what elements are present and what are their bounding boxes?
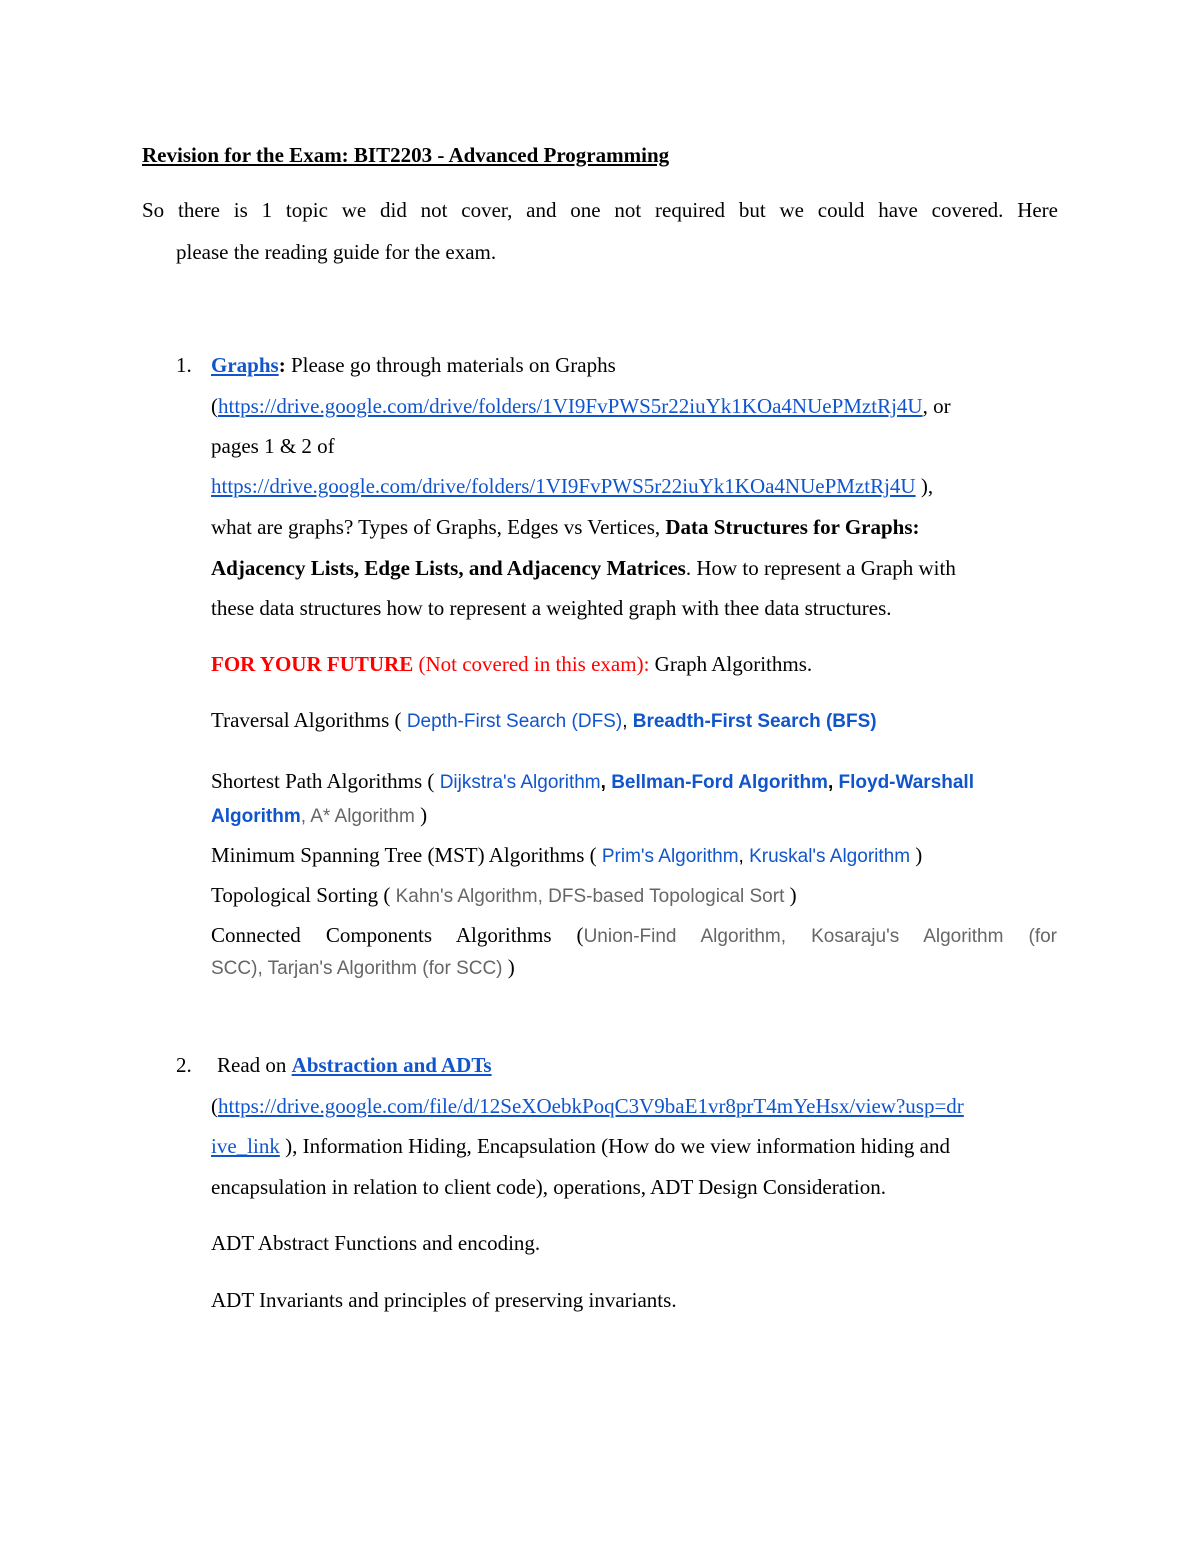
- item2-line-2: [211, 1094, 964, 1119]
- shortest-sep-2: ,: [827, 772, 839, 793]
- item2-line-4: encapsulation in relation to client code), operations, ADT Design Consideration.: [211, 1175, 886, 1199]
- cc-close: ): [507, 955, 515, 979]
- mst-label: Minimum Spanning Tree (MST) Algorithms (: [211, 843, 602, 867]
- item2-open-paren: (: [211, 1094, 218, 1118]
- traversal-label: Traversal Algorithms (: [211, 708, 407, 732]
- mst-close: ): [910, 843, 923, 867]
- open-paren: (: [211, 394, 218, 418]
- item2-line-1: [217, 1053, 492, 1078]
- item2-line-3: [211, 1134, 950, 1159]
- future-note: (Not covered in this exam):: [413, 652, 650, 676]
- floyd-warshall-text: Floyd-Warshall: [838, 772, 974, 793]
- abstraction-adts-link[interactable]: Abstraction and ADTs: [291, 1053, 492, 1077]
- dfs-text: Depth-First Search (DFS): [406, 711, 623, 732]
- item1-line-5: [211, 515, 920, 540]
- after-ds-text: . How to represent a Graph with: [685, 556, 956, 580]
- item2-after-link: ), Information Hiding, Encapsulation (How do we view information hiding and: [279, 1134, 950, 1158]
- after-link-2: ),: [915, 474, 934, 498]
- graphs-intro-text: Please go through materials on Graphs: [285, 353, 616, 377]
- graphs-colon: :: [278, 353, 286, 377]
- graphs-drive-link-1[interactable]: https://drive.google.com/drive/folders/1VI9FvPWS5r22iuYk1KOa4NUePMztRj4U: [218, 394, 923, 418]
- graphs-link[interactable]: Graphs: [211, 353, 279, 377]
- item1-line-7: these data structures how to represent a weighted graph with thee data structures.: [211, 596, 892, 620]
- item1-line-1: [211, 353, 616, 378]
- graphs-drive-link-2[interactable]: https://drive.google.com/drive/folders/1VI9FvPWS5r22iuYk1KOa4NUePMztRj4U: [211, 474, 916, 498]
- traversal-sep: ,: [622, 711, 633, 732]
- bfs-text: Breadth-First Search (BFS): [632, 711, 877, 732]
- cc-items-1: Union-Find Algorithm, Kosaraju's Algorithm (for: [583, 926, 1058, 947]
- item1-line-2: [211, 394, 951, 419]
- shortest-sep-1: ,: [600, 772, 612, 793]
- what-are-graphs-text: what are graphs? Types of Graphs, Edges vs Vertices,: [211, 515, 666, 539]
- topo-label: Topological Sorting (: [211, 883, 396, 907]
- list-number-2: 2.: [176, 1053, 192, 1077]
- shortest-label: Shortest Path Algorithms (: [211, 769, 440, 793]
- read-on-text: Read on: [217, 1053, 292, 1077]
- future-bold-label: FOR YOUR FUTURE: [211, 652, 414, 676]
- traversal-line: [211, 708, 877, 733]
- topo-items: Kahn's Algorithm, DFS-based Topological Sort: [395, 886, 790, 907]
- mst-sep: ,: [738, 846, 750, 867]
- adt-invariants-line: ADT Invariants and principles of preserving invariants.: [211, 1288, 677, 1312]
- document-title: Revision for the Exam: BIT2203 - Advanced Programming: [142, 143, 670, 167]
- future-line: [211, 652, 812, 677]
- shortest-line-2: [211, 803, 427, 828]
- adt-drive-link-part-2[interactable]: ive_link: [211, 1134, 280, 1158]
- dijkstra-text: Dijkstra's Algorithm: [439, 772, 601, 793]
- adt-drive-link-part-1[interactable]: https://drive.google.com/file/d/12SeXOebkPoqC3V9baE1vr8prT4mYeHsx/view?usp=dr: [218, 1094, 964, 1118]
- data-structures-bold-1: Data Structures for Graphs:: [665, 515, 920, 539]
- intro-line-1: So there is 1 topic we did not cover, and one not required but we could have covered. Here: [142, 198, 1058, 222]
- future-rest: Graph Algorithms.: [649, 652, 813, 676]
- item1-line-6: [211, 556, 956, 581]
- astar-text: , A* Algorithm: [300, 806, 421, 827]
- intro-line-2: please the reading guide for the exam.: [176, 240, 497, 264]
- after-link-1: , or: [922, 394, 951, 418]
- shortest-line-1: [211, 769, 974, 794]
- cc-line-2: [211, 955, 515, 980]
- list-number-1: 1.: [176, 353, 192, 377]
- item1-pages-text: pages 1 & 2 of: [211, 434, 335, 458]
- cc-label: Connected Components Algorithms (: [211, 923, 584, 947]
- mst-line: [211, 843, 922, 868]
- prim-text: Prim's Algorithm: [601, 846, 739, 867]
- cc-line-1: [211, 923, 1057, 948]
- item1-line-4: [211, 474, 933, 499]
- kruskal-text: Kruskal's Algorithm: [749, 846, 911, 867]
- cc-items-2: SCC), Tarjan's Algorithm (for SCC): [211, 958, 508, 979]
- data-structures-bold-2: Adjacency Lists, Edge Lists, and Adjacency Matrices: [211, 556, 686, 580]
- bellman-ford-text: Bellman-Ford Algorithm: [611, 772, 828, 793]
- topo-close: ): [789, 883, 797, 907]
- topo-line: [211, 883, 797, 908]
- adt-functions-line: ADT Abstract Functions and encoding.: [211, 1231, 541, 1255]
- shortest-close: ): [420, 803, 428, 827]
- floyd-algorithm-text: Algorithm: [211, 806, 301, 827]
